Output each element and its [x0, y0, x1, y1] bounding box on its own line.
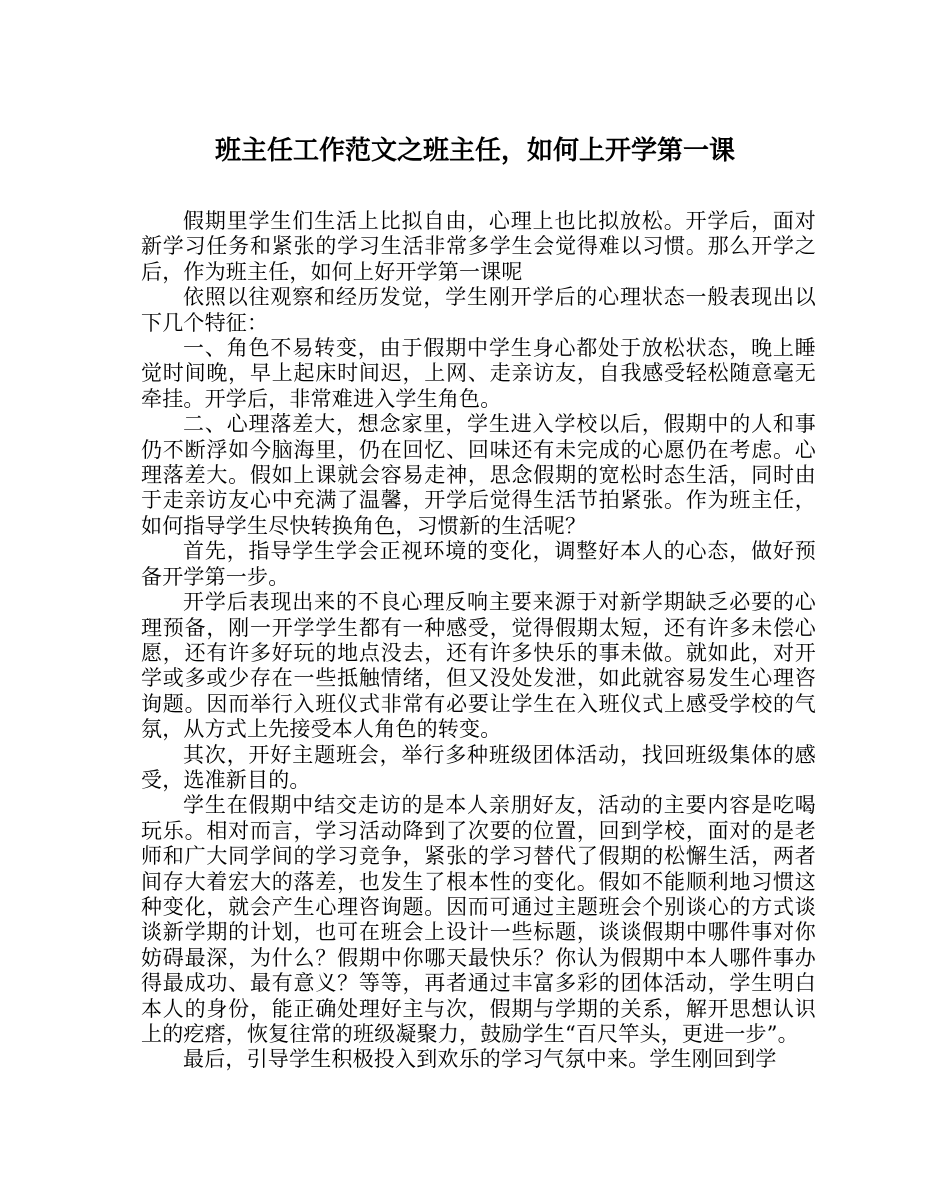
document-title: 班主任工作范文之班主任，如何上开学第一课: [214, 136, 735, 166]
paragraph-6: 开学后表现出来的不良心理反响主要来源于对新学期缺乏必要的心理预备，刚一开学学生都有一种感受，觉得假期太短，还有许多未偿心愿，还有许多好玩的地点没去，还有许多快乐的事未做。就如此，对开学或多或少存在一些抵触情绪，但又没处发泄，如此就容易发生心理咨询题。因而举行入班仪式非常有必要让学生在入班仪式上感受学校的气氛，从方式上先接受本人角色的转变。: [141, 590, 816, 742]
paragraph-3: 一、角色不易转变，由于假期中学生身心都处于放松状态，晚上睡觉时间晚，早上起床时间迟，上网、走亲访友，自我感受轻松随意毫无牵挂。开学后，非常难进入学生角色。: [141, 336, 816, 411]
paragraph-1: 假期里学生们生活上比拟自由，心理上也比拟放松。开学后，面对新学习任务和紧张的学习生活非常多学生会觉得难以习惯。那么开学之后，作为班主任，如何上好开学第一课呢: [141, 209, 816, 284]
paragraph-4: 二、心理落差大，想念家里，学生进入学校以后，假期中的人和事仍不断浮如今脑海里，仍在回忆、回味还有未完成的心愿仍在考虑。心理落差大。假如上课就会容易走神，思念假期的宽松时态生活，同时由于走亲访友心中充满了温馨，开学后觉得生活节拍紧张。作为班主任，如何指导学生尽快转换角色，习惯新的生活呢？: [141, 412, 816, 538]
document-body: [141, 209, 816, 1073]
paragraph-2: 依照以往观察和经历发觉，学生刚开学后的心理状态一般表现出以下几个特征：: [141, 285, 816, 335]
paragraph-9: 最后，引导学生积极投入到欢乐的学习气氛中来。学生刚回到学: [183, 1047, 777, 1072]
paragraph-8: 学生在假期中结交走访的是本人亲朋好友，活动的主要内容是吃喝玩乐。相对而言，学习活动降到了次要的位置，回到学校，面对的是老师和广大同学间的学习竞争，紧张的学习替代了假期的松懈生活，两者间存大着宏大的落差，也发生了根本性的变化。假如不能顺利地习惯这种变化，就会产生心理咨询题。因而可通过主题班会个别谈心的方式谈谈新学期的计划，也可在班会上设计一些标题，谈谈假期中哪件事对你妨碍最深，为什么？假期中你哪天最快乐？你认为假期中本人哪件事办得最成功、最有意义？等等，再者通过丰富多彩的团体活动，学生明白本人的身份，能正确处理好主与次，假期与学期的关系，解开思想认识上的疙瘩，恢复往常的班级凝聚力，鼓励学生“百尺竿头，更进一步”。: [141, 793, 816, 1046]
paragraph-7: 其次，开好主题班会，举行多种班级团体活动，找回班级集体的感受，选准新目的。: [141, 742, 816, 792]
paragraph-5: 首先，指导学生学会正视环境的变化，调整好本人的心态，做好预备开学第一步。: [141, 539, 816, 589]
